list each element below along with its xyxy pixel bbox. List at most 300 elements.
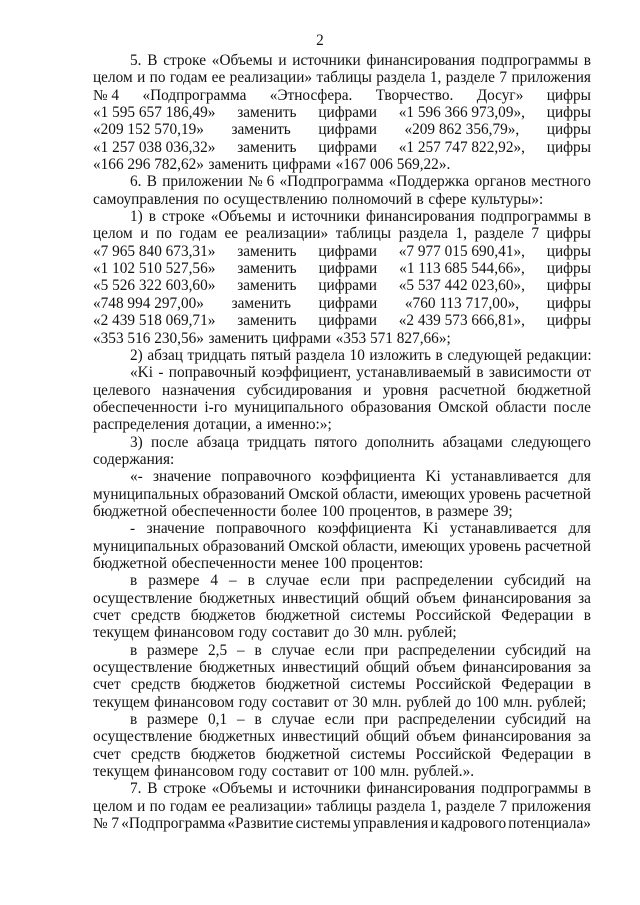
text-line	[93, 555, 591, 572]
word: от	[576, 364, 591, 382]
word: осуществлению	[223, 190, 328, 208]
word: Федерации	[501, 607, 574, 624]
word: за	[578, 589, 591, 607]
word: 3)	[130, 433, 143, 451]
word: потенциала»	[508, 815, 591, 833]
word: и	[140, 225, 149, 243]
word: субсидирования	[246, 381, 352, 399]
word: культуры»:	[471, 190, 544, 208]
word: рублей	[406, 693, 452, 711]
word: поправочного	[221, 468, 312, 486]
word: в	[130, 641, 138, 659]
word: № 4	[93, 86, 120, 104]
word: бюджетной	[516, 381, 591, 399]
word: следующей	[447, 346, 522, 364]
word: следующего	[510, 433, 591, 451]
word: № 7	[93, 815, 120, 833]
text-line	[93, 503, 591, 520]
word: рублей;	[407, 624, 457, 642]
word: «7 977 015 690,41»,	[398, 242, 525, 260]
word: 100	[323, 554, 347, 572]
word: от	[333, 763, 348, 781]
word: текущем	[93, 693, 150, 711]
text-line	[93, 676, 591, 693]
word: 5.	[130, 52, 142, 69]
word: целом	[93, 797, 133, 815]
word: абзац	[147, 346, 183, 364]
text-line	[93, 780, 591, 797]
word: приложения	[511, 69, 591, 87]
text-line	[93, 139, 591, 156]
word: в	[583, 607, 591, 624]
word: «2 439 518 069,71»	[93, 312, 216, 330]
word: источники	[292, 52, 361, 69]
word: «1 113 685 544,66»,	[399, 260, 525, 278]
word: редакции:	[526, 346, 592, 364]
word: цифрами	[318, 260, 378, 278]
word: Федерации	[501, 745, 574, 763]
word: бюджетных	[199, 728, 276, 746]
word: раздела	[398, 225, 448, 243]
text-line	[93, 277, 591, 294]
word: общий	[365, 728, 410, 746]
text-line	[93, 312, 591, 329]
word: после	[553, 398, 591, 416]
word: инвестиций	[282, 589, 360, 607]
word: Российской	[415, 607, 491, 624]
word: расчетной	[524, 537, 591, 555]
word: устанавливается	[451, 468, 559, 486]
text-line	[93, 156, 591, 173]
text-line	[93, 416, 591, 433]
word: составит	[271, 624, 330, 642]
word: цифры	[546, 312, 591, 330]
word: таблицы	[316, 69, 372, 87]
word: заменить	[208, 329, 268, 347]
word: разделе	[445, 69, 495, 87]
word: за	[578, 659, 591, 677]
word: уровня	[382, 381, 429, 399]
word: более	[280, 502, 318, 520]
text-line	[93, 225, 591, 242]
word: значение	[146, 520, 205, 538]
word: финансирования	[462, 589, 572, 607]
word: финансовом	[154, 693, 235, 711]
word: цифрами	[318, 294, 378, 312]
word: по	[149, 797, 166, 815]
text-line	[93, 243, 591, 260]
word: от	[333, 693, 348, 711]
word: в	[583, 52, 591, 69]
word: заменить	[237, 104, 297, 122]
text-line	[93, 711, 591, 728]
word: ее	[211, 69, 226, 87]
word: субсидий	[505, 711, 567, 729]
word: «1 257 038 036,32»	[93, 138, 216, 156]
word: абзаца	[196, 433, 240, 451]
word: текущем	[93, 624, 150, 642]
text-line	[93, 295, 591, 312]
word: на	[575, 572, 591, 590]
text-line	[93, 607, 591, 624]
word: муниципальных	[93, 485, 199, 503]
text-line	[93, 746, 591, 763]
word: заменить	[208, 156, 268, 174]
word: бюджетной	[93, 554, 168, 572]
word: обеспеченности	[171, 502, 277, 520]
word: и	[278, 52, 287, 69]
text-line	[93, 382, 591, 399]
word: заменить	[237, 138, 297, 156]
word: в	[148, 208, 156, 226]
word: году	[238, 763, 268, 781]
word: случае	[271, 641, 315, 659]
word: содержания:	[93, 450, 175, 468]
word: инвестиций	[282, 728, 360, 746]
word: «5 526 322 603,60»	[93, 277, 216, 295]
word: расчетной	[524, 485, 591, 503]
word: 30	[353, 624, 369, 642]
text-line	[93, 69, 591, 86]
word: бюджетных	[199, 659, 276, 677]
word: 100	[475, 693, 499, 711]
word: Российской	[415, 745, 491, 763]
word: при	[360, 572, 385, 590]
word: таблицы	[316, 797, 372, 815]
word: строке	[163, 780, 207, 798]
word: общий	[365, 589, 410, 607]
word: назначения	[162, 381, 236, 399]
word: рублей.».	[413, 763, 475, 781]
word: органов	[474, 173, 526, 191]
word: образования	[350, 398, 432, 416]
word: в	[583, 745, 591, 763]
word: общий	[365, 659, 410, 677]
word: цифры	[546, 260, 591, 278]
text-line	[93, 104, 591, 121]
word: распределении	[398, 711, 496, 729]
word: в	[254, 711, 262, 729]
word: В	[147, 780, 158, 798]
word: 6.	[130, 173, 142, 191]
word: в	[130, 711, 138, 729]
word: самоуправления	[93, 190, 199, 208]
word: 39;	[493, 502, 513, 520]
word: «-	[130, 468, 143, 486]
word: таблицы	[335, 225, 392, 243]
word: изложить	[369, 346, 431, 364]
word: 1,	[429, 69, 442, 87]
word: в	[583, 780, 591, 798]
word: образований	[202, 537, 285, 555]
word: подпрограммы	[480, 780, 578, 798]
text-line	[93, 728, 591, 745]
word: средств	[130, 676, 181, 694]
word: «Поддержка	[388, 173, 470, 191]
word: раздела	[295, 346, 345, 364]
word: имеющих	[401, 537, 465, 555]
word: «Подпрограмма	[142, 86, 247, 104]
word: 7	[499, 797, 508, 815]
word: и	[363, 381, 372, 399]
word: обеспеченности	[171, 554, 277, 572]
text-line	[93, 624, 591, 641]
word: финансовом	[154, 763, 235, 781]
word: размере	[437, 502, 489, 520]
text-line	[93, 434, 591, 451]
text-line	[93, 208, 591, 225]
word: муниципального	[234, 398, 344, 416]
word: до	[333, 624, 350, 642]
word: составит	[271, 693, 330, 711]
word: процентов,	[349, 502, 421, 520]
word: «2 439 573 666,81»,	[398, 312, 525, 330]
word: уровень	[468, 537, 521, 555]
word: по	[156, 225, 172, 243]
word: системы	[350, 745, 406, 763]
word: «1 595 657 186,49»	[93, 104, 216, 122]
word: целом	[93, 69, 133, 87]
word: 7	[499, 69, 508, 87]
word: -	[130, 520, 136, 538]
word: бюджетной	[265, 676, 340, 694]
word: обеспеченности	[93, 398, 198, 416]
word: на	[575, 641, 591, 659]
word: зависимости	[488, 364, 572, 382]
word: устанавливается	[449, 520, 558, 538]
word: объем	[416, 728, 456, 746]
word: пятого	[314, 433, 358, 451]
word: заменить	[237, 312, 297, 330]
word: 2)	[130, 346, 143, 364]
word: в	[583, 208, 591, 226]
text-line	[93, 330, 591, 347]
word: управления	[353, 815, 429, 833]
word: Ki	[422, 520, 439, 538]
word: «1 257 747 822,92»,	[398, 138, 525, 156]
word: муниципальных	[93, 537, 199, 555]
word: 1,	[429, 797, 442, 815]
word: млн.	[373, 624, 403, 642]
word: 0,1	[208, 711, 228, 729]
word: цифры	[546, 277, 591, 295]
word: средств	[130, 745, 181, 763]
text-line	[93, 590, 591, 607]
word: если	[320, 572, 350, 590]
word: объем	[416, 589, 456, 607]
text-line	[93, 87, 591, 104]
word: цифрами	[272, 329, 331, 347]
word: счет	[93, 607, 121, 624]
word: цифрами	[318, 242, 377, 260]
word: в	[416, 190, 424, 208]
word: процентов:	[350, 554, 424, 572]
word: случае	[271, 711, 315, 729]
word: «5 537 442 023,60»,	[398, 277, 525, 295]
text-line	[93, 121, 591, 138]
word: средств	[130, 607, 181, 624]
word: цифры	[546, 225, 591, 243]
word: инвестиций	[282, 659, 360, 677]
word: заменить	[237, 260, 297, 278]
word: случае	[265, 572, 310, 590]
text-line	[93, 659, 591, 676]
word: строке	[163, 52, 207, 69]
word: ее	[224, 225, 239, 243]
text-line	[93, 798, 591, 815]
word: «Подпрограмма	[121, 815, 226, 833]
word: заменить	[231, 294, 291, 312]
word: бюджетной	[265, 607, 340, 624]
word: образований	[202, 485, 285, 503]
text-line	[93, 486, 591, 503]
word: значение	[152, 468, 212, 486]
word: абзацами	[442, 433, 503, 451]
word: сфере	[428, 190, 467, 208]
word: 1)	[130, 208, 143, 226]
word: системы	[350, 607, 406, 624]
word: разделе	[474, 225, 524, 243]
word: «Развитие	[227, 815, 294, 833]
word: финансирования	[462, 659, 572, 677]
word: «1 596 366 973,09»,	[398, 104, 525, 122]
word: приложении	[162, 173, 243, 191]
word: размере	[148, 572, 200, 590]
text-line	[93, 399, 591, 416]
word: бюджетной	[265, 745, 340, 763]
word: «748 994 297,00»	[93, 294, 204, 312]
word: «209 862 356,79»,	[404, 121, 520, 139]
word: коэффициента	[317, 520, 412, 538]
word: по	[149, 69, 166, 87]
text-line	[93, 468, 591, 485]
word: Омской	[288, 537, 339, 555]
word: заменить	[237, 242, 297, 260]
word: бюджетов	[190, 607, 256, 624]
text-line	[93, 191, 591, 208]
word: цифры	[546, 86, 591, 104]
word: дополнить	[365, 433, 435, 451]
word: целевого	[93, 381, 151, 399]
word: Творчество.	[375, 86, 454, 104]
word: 10	[349, 346, 365, 364]
text-line	[93, 173, 591, 190]
word: 100	[352, 763, 376, 781]
text-line	[93, 520, 591, 537]
word: годам	[169, 69, 208, 87]
word: годам	[179, 225, 217, 243]
word: и	[137, 69, 146, 87]
word: счет	[93, 745, 121, 763]
word: реализации»	[245, 225, 329, 243]
word: расчетной	[439, 381, 506, 399]
word: цифрами	[318, 138, 377, 156]
word: млн.	[379, 763, 410, 781]
word: реализации»	[229, 69, 313, 87]
word: «7 965 840 673,31»	[93, 242, 216, 260]
word: и	[278, 780, 287, 798]
word: разделе	[445, 797, 495, 815]
word: распределении	[395, 572, 494, 590]
word: В	[146, 173, 157, 191]
word: области,	[342, 537, 398, 555]
word: и	[430, 815, 439, 833]
word: цифрами	[318, 312, 377, 330]
word: № 6	[248, 173, 275, 191]
word: осуществление	[93, 659, 193, 677]
word: поправочный	[168, 364, 256, 382]
word: –	[236, 641, 245, 659]
word: если	[324, 711, 355, 729]
word: местного	[531, 173, 591, 191]
word: источники	[291, 208, 360, 226]
word: строке	[161, 208, 205, 226]
word: в	[435, 346, 443, 364]
word: «167 006 569,22».	[335, 156, 451, 174]
word: пятый	[250, 346, 292, 364]
word: в	[476, 364, 484, 382]
word: после	[151, 433, 189, 451]
word: в	[425, 502, 433, 520]
word: Российской	[415, 676, 491, 694]
text-line	[93, 364, 591, 381]
word: цифры	[546, 104, 591, 122]
word: дотации,	[193, 416, 251, 434]
word: счет	[93, 676, 121, 694]
word: системы	[350, 676, 406, 694]
page-number: 2	[316, 32, 324, 49]
word: в	[254, 641, 262, 659]
text-line	[93, 642, 591, 659]
word: коэффициент,	[261, 364, 351, 382]
word: i-го	[204, 398, 228, 416]
word: цифры	[546, 121, 591, 139]
word: 30	[352, 693, 368, 711]
word: цифры	[546, 294, 591, 312]
word: цифрами	[272, 156, 331, 174]
word: составит	[271, 763, 330, 781]
word: тридцать	[247, 433, 307, 451]
word: «Подпрограмма	[279, 173, 384, 191]
word: заменить	[231, 121, 291, 139]
word: если	[324, 641, 355, 659]
word: за	[578, 728, 591, 746]
word: 7	[531, 225, 540, 243]
word: осуществление	[93, 589, 193, 607]
word: году	[238, 693, 268, 711]
word: при	[364, 641, 389, 659]
word: ее	[211, 797, 226, 815]
word: субсидий	[505, 641, 567, 659]
word: «166 296 782,62»	[93, 156, 204, 174]
word: размере	[147, 641, 199, 659]
word: осуществление	[93, 728, 193, 746]
word: кадрового	[440, 815, 507, 833]
word: Ki	[425, 468, 441, 486]
word: в	[583, 676, 591, 694]
word: финансирования	[365, 208, 475, 226]
text-line	[93, 815, 591, 832]
text-line	[93, 451, 591, 468]
word: «1 102 510 527,56»	[93, 260, 216, 278]
word: бюджетных	[199, 589, 276, 607]
word: финансовом	[154, 624, 235, 642]
word: «760 113 717,00»,	[404, 294, 520, 312]
word: в	[130, 572, 138, 590]
word: именно:»;	[266, 416, 332, 434]
word: «Ki	[130, 364, 153, 382]
word: реализации»	[229, 797, 313, 815]
